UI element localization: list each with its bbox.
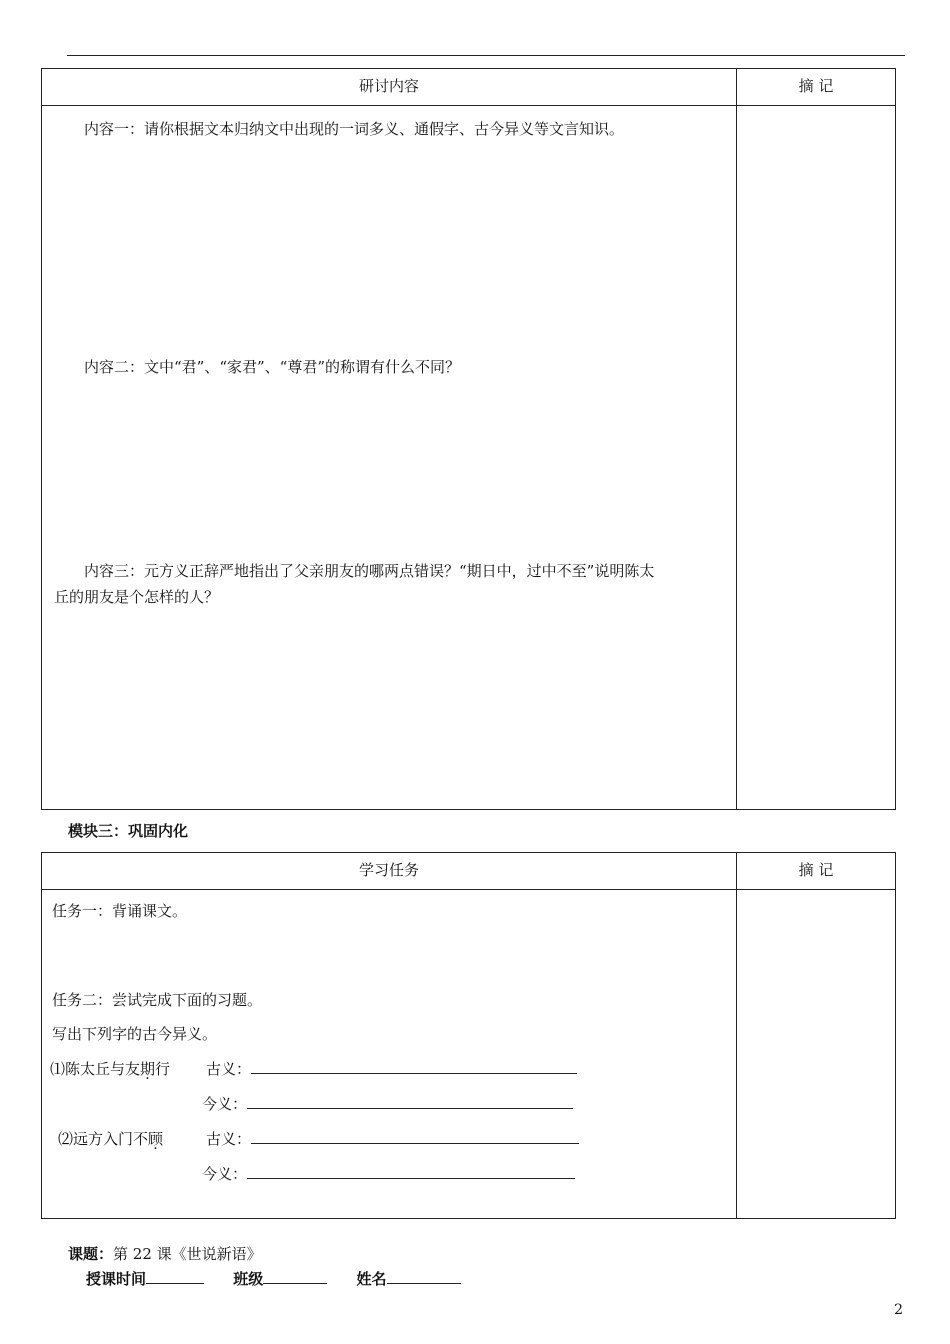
answer-line[interactable]	[247, 1094, 573, 1109]
emphasis-dot-char: 期	[140, 1060, 156, 1078]
class-blank[interactable]	[263, 1269, 327, 1284]
question-2-label: ⑵远方入门不顾	[58, 1130, 164, 1148]
tasks-notes-area[interactable]	[737, 890, 896, 1219]
topic-value: 第 22 课《世说新语》	[113, 1245, 262, 1263]
tasks-notes-header-cell	[737, 853, 896, 890]
discussion-item-1: 内容一：请你根据文本归纳文中出现的一词多义、通假字、古今异义等文言知识。	[84, 120, 625, 138]
tasks-header: 学习任务	[358, 861, 419, 879]
tasks-table	[41, 852, 896, 1219]
question-1-label: ⑴陈太丘与友期行	[50, 1060, 171, 1078]
time-blank[interactable]	[146, 1269, 204, 1284]
emphasis-dot-char: 顾	[148, 1130, 164, 1148]
name-label: 姓名	[356, 1270, 387, 1288]
tasks-notes-header: 摘 记	[798, 861, 834, 879]
answer-line[interactable]	[247, 1164, 575, 1179]
discussion-item-2: 内容二：文中“君”、“家君”、“尊君”的称谓有什么不同？	[84, 358, 461, 376]
notes-header: 摘 记	[798, 77, 834, 95]
discussion-header-cell	[42, 69, 737, 106]
tasks-header-cell	[42, 853, 737, 890]
discussion-item-3	[54, 558, 744, 610]
discussion-table	[41, 68, 896, 810]
name-blank[interactable]	[387, 1269, 461, 1284]
discussion-notes-area[interactable]	[737, 106, 896, 810]
topic-label: 课题：	[68, 1245, 114, 1263]
task-1: 任务一：背诵课文。	[52, 902, 188, 920]
question-2-modern: 今义：	[202, 1161, 575, 1187]
task-2: 任务二：尝试完成下面的习题。	[52, 991, 263, 1009]
question-1-ancient: 古义：	[206, 1056, 577, 1082]
question-1-modern: 今义：	[202, 1091, 573, 1117]
page-number: 2	[894, 1302, 903, 1318]
section-3-title: 模块三：巩固内化	[68, 822, 189, 840]
lesson-topic	[68, 1243, 262, 1264]
lesson-info-line	[86, 1268, 485, 1289]
notes-header-cell	[737, 69, 896, 106]
class-label: 班级	[233, 1270, 264, 1288]
task-instruction: 写出下列字的古今异义。	[52, 1025, 218, 1043]
answer-line[interactable]	[251, 1129, 579, 1144]
time-label: 授课时间	[86, 1270, 147, 1288]
discussion-item-3-line-2: 丘的朋友是个怎样的人？	[54, 588, 220, 606]
answer-line[interactable]	[251, 1059, 577, 1074]
discussion-body	[42, 106, 737, 810]
discussion-header: 研讨内容	[358, 77, 419, 95]
header-rule	[67, 55, 905, 56]
discussion-item-3-line-1: 内容三：元方义正辞严地指出了父亲朋友的哪两点错误？“期日中，过中不至”说明陈太	[84, 562, 655, 580]
question-2-ancient: 古义：	[206, 1126, 579, 1152]
tasks-body	[42, 890, 737, 1219]
